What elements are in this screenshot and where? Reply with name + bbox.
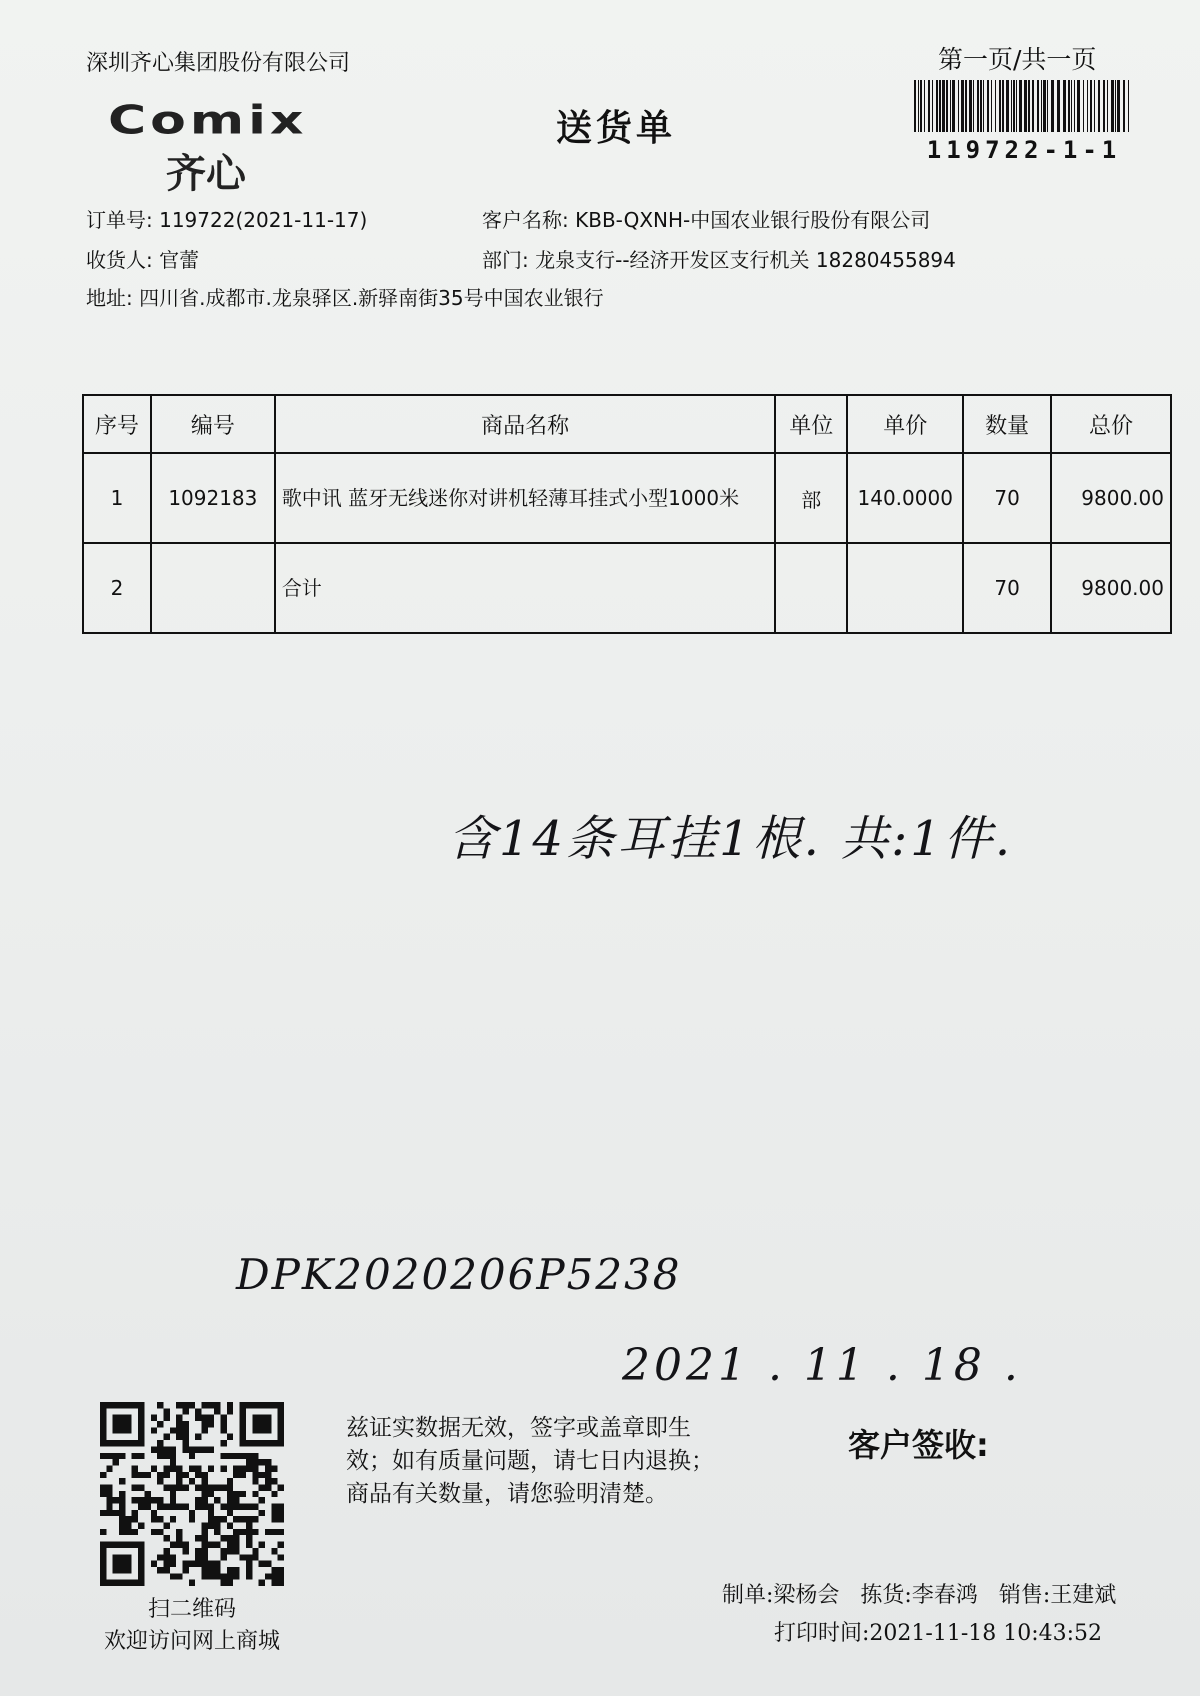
qr-caption-mall: 欢迎访问网上商城	[103, 1629, 280, 1654]
notice-line: 兹证实数据无效，签字或盖章即生	[346, 1415, 691, 1441]
cell-name: 歌中讯 蓝牙无线迷你对讲机轻薄耳挂式小型1000米	[275, 453, 776, 543]
customer-line	[482, 204, 930, 233]
cell-code	[151, 543, 275, 633]
col-header-price: 单价	[847, 395, 963, 453]
maker: 制单:梁杨会	[722, 1583, 840, 1608]
cell-code: 1092183	[151, 453, 275, 543]
cell-unit	[775, 543, 847, 633]
department-value: 龙泉支行--经济开发区支行机关 18280455894	[535, 248, 956, 272]
department-label: 部门:	[482, 248, 529, 272]
order-number-value: 119722(2021-11-17)	[159, 208, 368, 232]
sales: 销售:王建斌	[998, 1583, 1117, 1608]
notice-line: 效；如有质量问题，请七日内退换；	[346, 1448, 714, 1474]
cell-total: 9800.00	[1051, 453, 1171, 543]
qr-caption-scan: 扫二维码	[147, 1597, 236, 1622]
table-header-row	[83, 395, 1171, 453]
department-line	[482, 244, 956, 273]
company-name: 深圳齐心集团股份有限公司	[86, 51, 351, 76]
table-row	[83, 453, 1171, 543]
receiver-value: 官蕾	[159, 248, 200, 272]
page-indicator: 第一页/共一页	[938, 45, 1097, 74]
cell-name: 合计	[275, 543, 776, 633]
cell-price	[847, 543, 963, 633]
document-title: 送货单	[556, 108, 677, 149]
print-time: 打印时间:2021-11-18 10:43:52	[774, 1621, 1103, 1646]
picker: 拣货:李春鸿	[860, 1583, 978, 1608]
address-line	[86, 282, 604, 311]
items-table	[82, 394, 1172, 634]
customer-label: 客户名称:	[482, 208, 569, 232]
qr-code-image	[100, 1402, 284, 1586]
handwritten-code: DPK2020206P5238	[236, 1250, 682, 1299]
cell-total: 9800.00	[1051, 543, 1171, 633]
comix-logo-cn: 齐心	[166, 151, 246, 197]
table-row	[83, 543, 1171, 633]
notice-text	[346, 1412, 714, 1511]
barcode-image	[914, 80, 1132, 132]
receiver-line	[86, 244, 199, 273]
col-header-qty: 数量	[963, 395, 1051, 453]
order-number-label: 订单号:	[86, 208, 153, 232]
col-header-code: 编号	[151, 395, 275, 453]
col-header-unit: 单位	[775, 395, 847, 453]
receiver-label: 收货人:	[86, 248, 153, 272]
comix-logo: Comix	[108, 98, 308, 143]
cell-unit: 部	[775, 453, 847, 543]
barcode-number: 119722-1-1	[926, 136, 1122, 164]
col-header-name: 商品名称	[275, 395, 776, 453]
cell-qty: 70	[963, 543, 1051, 633]
col-header-total: 总价	[1051, 395, 1171, 453]
address-label: 地址:	[86, 286, 133, 310]
customer-sign-label: 客户签收:	[848, 1426, 989, 1464]
cell-seq: 2	[83, 543, 151, 633]
col-header-seq: 序号	[83, 395, 151, 453]
customer-value: KBB-QXNH-中国农业银行股份有限公司	[575, 208, 931, 232]
notice-line: 商品有关数量，请您验明清楚。	[346, 1481, 668, 1507]
cell-price: 140.0000	[847, 453, 963, 543]
cell-seq: 1	[83, 453, 151, 543]
order-number-line	[86, 204, 367, 233]
address-value: 四川省.成都市.龙泉驿区.新驿南街35号中国农业银行	[139, 286, 604, 310]
handwritten-note: 含14条耳挂1根. 共:1件.	[448, 811, 1014, 867]
handwritten-date: 2021 . 11 . 18 .	[622, 1340, 1022, 1391]
cell-qty: 70	[963, 453, 1051, 543]
staff-line	[722, 1578, 1130, 1609]
